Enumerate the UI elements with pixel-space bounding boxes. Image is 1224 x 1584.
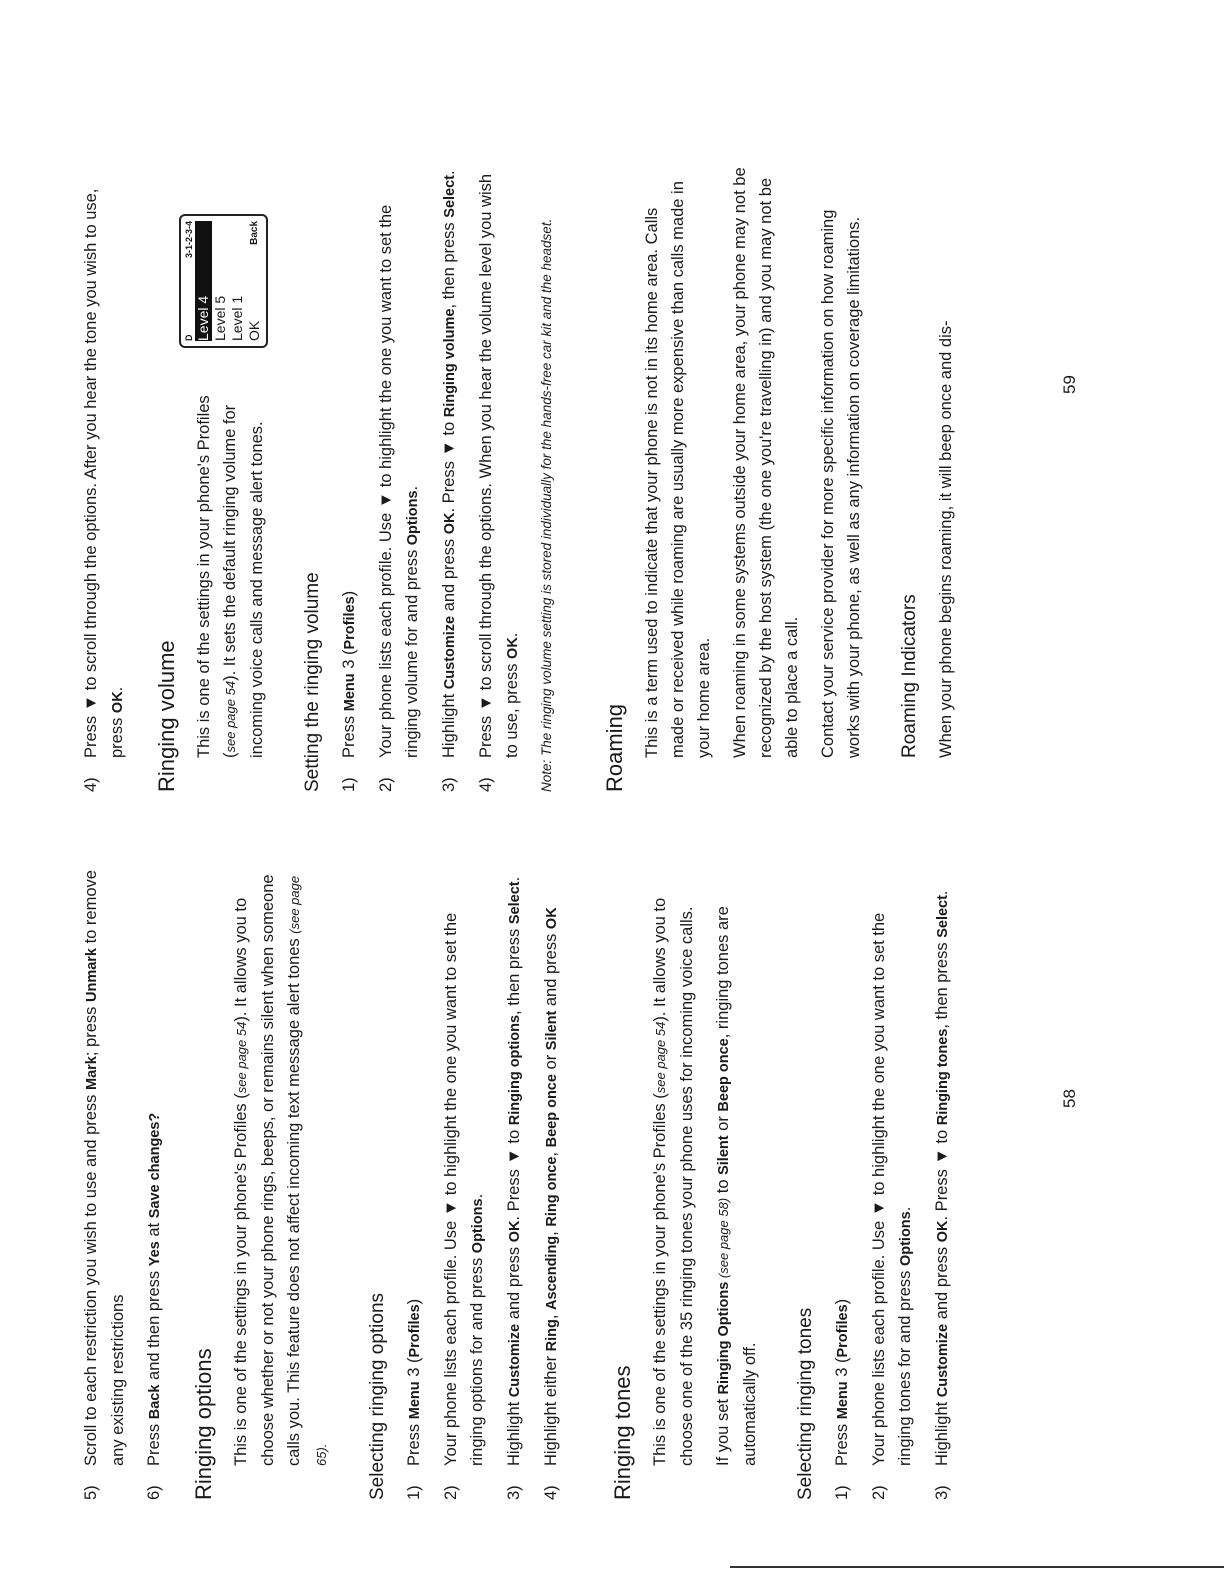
phone-screen-volume bbox=[179, 214, 268, 348]
ro-step-2: 2) Your phone lists each profile. Use ▼ to highlight the one you want to set the ringing options for and press Options. bbox=[442, 912, 486, 1500]
ro-step-3: 3) Highlight Customize and press OK. Press ▼ to Ringing options, then press Select. bbox=[505, 876, 523, 1500]
screen-item: Level 5 bbox=[212, 295, 228, 341]
ringing-volume-heading: Ringing volume bbox=[154, 640, 179, 792]
screen-menu-path: 3-1-2-3-4 bbox=[184, 221, 194, 259]
ringing-tones-note: If you set Ringing Options (see page 58) to Silent or Beep once, ringing tones are automatically off. bbox=[714, 906, 759, 1466]
selecting-ringing-tones-heading: Selecting ringing tones bbox=[795, 1307, 816, 1500]
rt-step-1: 1) Press Menu 3 (Profiles) bbox=[833, 1298, 851, 1500]
setting-ringing-volume-heading: Setting the ringing volume bbox=[302, 572, 323, 792]
screen-item: Level 1 bbox=[229, 295, 245, 341]
page-59-column bbox=[78, 162, 959, 792]
ringing-tones-heading: Ringing tones bbox=[610, 1365, 635, 1500]
step-6: 6) Press Back and then press Yes at Save changes? bbox=[145, 1112, 163, 1500]
screen-ok-softkey: OK bbox=[246, 320, 262, 341]
screen-indicator: D bbox=[184, 334, 194, 341]
roaming-heading: Roaming bbox=[602, 703, 627, 792]
scan-edge-line bbox=[730, 1566, 1224, 1568]
page-58 bbox=[0, 792, 1224, 1584]
rt-step-2: 2) Your phone lists each profile. Use ▼ to highlight the one you want to set the ringing tones for and press Options. bbox=[870, 912, 914, 1500]
screen-item-selected: Level 4 bbox=[195, 221, 212, 341]
selecting-ringing-options-heading: Selecting ringing options bbox=[367, 1292, 388, 1500]
ringing-volume-intro-block bbox=[184, 162, 270, 792]
ro-step-4: 4) Highlight either Ring, Ascending, Ring once, Beep once or Silent and press OK bbox=[542, 907, 560, 1500]
step-5: 5) Scroll to each restriction you wish to use and press Mark; press Unmark to remove any existing restrictions bbox=[82, 870, 127, 1500]
step-4-tone: 4) Press ▼ to scroll through the options. After you hear the tone you wish to use, press OK. bbox=[82, 188, 126, 792]
roaming-p3: Contact your service provider for more specific information on how roaming works with your phone, as well as any information on coverage limitations. bbox=[819, 209, 863, 758]
rv-step-1: 1) Press Menu 3 (Profiles) bbox=[340, 590, 358, 792]
roaming-p2: When roaming in some systems outside your home area, your phone may not be recognized by the host system (the one you're travelling in) and you may not be able to place a call. bbox=[731, 167, 801, 758]
page-number-59: 59 bbox=[1060, 375, 1079, 394]
rv-step-2: 2) Your phone lists each profile. Use ▼ to highlight the one you want to set the ringing volume for and press Options. bbox=[377, 204, 421, 792]
ringing-tones-intro: This is one of the settings in your phone's Profiles (see page 54). It allows you to choose one of the 35 ringing tones your phone uses for incoming voice calls. bbox=[651, 897, 696, 1466]
page-58-column bbox=[78, 860, 956, 1500]
roaming-p1: This is a term used to indicate that your phone is not in its home area. Calls made or received while roaming are usually more expensive than calls made in your home area. bbox=[643, 181, 713, 758]
ringing-volume-intro: This is one of the settings in your phone's Profiles (see page 54). It sets the default ringing volume for incoming voice calls and message alert tones. bbox=[195, 395, 266, 758]
roaming-indicators-text: When your phone begins roaming, it will beep once and dis- bbox=[937, 320, 955, 758]
ringing-volume-note: Note: The ringing volume setting is stored individually for the hands-free car kit and the headset. bbox=[539, 218, 554, 792]
ro-step-1: 1) Press Menu 3 (Profiles) bbox=[405, 1298, 423, 1500]
page-number-58: 58 bbox=[1060, 1089, 1079, 1108]
rt-step-3: 3) Highlight Customize and press OK. Press ▼ to Ringing tones, then press Select. bbox=[933, 890, 951, 1500]
ringing-options-heading: Ringing options bbox=[191, 1348, 216, 1500]
roaming-indicators-heading: Roaming Indicators bbox=[899, 594, 920, 758]
screen-back-softkey: Back bbox=[249, 221, 260, 245]
rv-step-3: 3) Highlight Customize and press OK. Press ▼ to Ringing volume, then press Select. bbox=[440, 170, 458, 792]
rv-step-4: 4) Press ▼ to scroll through the options. When you hear the volume level you wish to use, press OK. bbox=[477, 173, 521, 792]
ringing-options-intro: This is one of the settings in your phone's Profiles (see page 54). It allows you to choose whether or not your phone rings, beeps, or remains silent when someone calls you. This feature does not affect incoming text message alert tones (see page 65). bbox=[232, 874, 329, 1466]
